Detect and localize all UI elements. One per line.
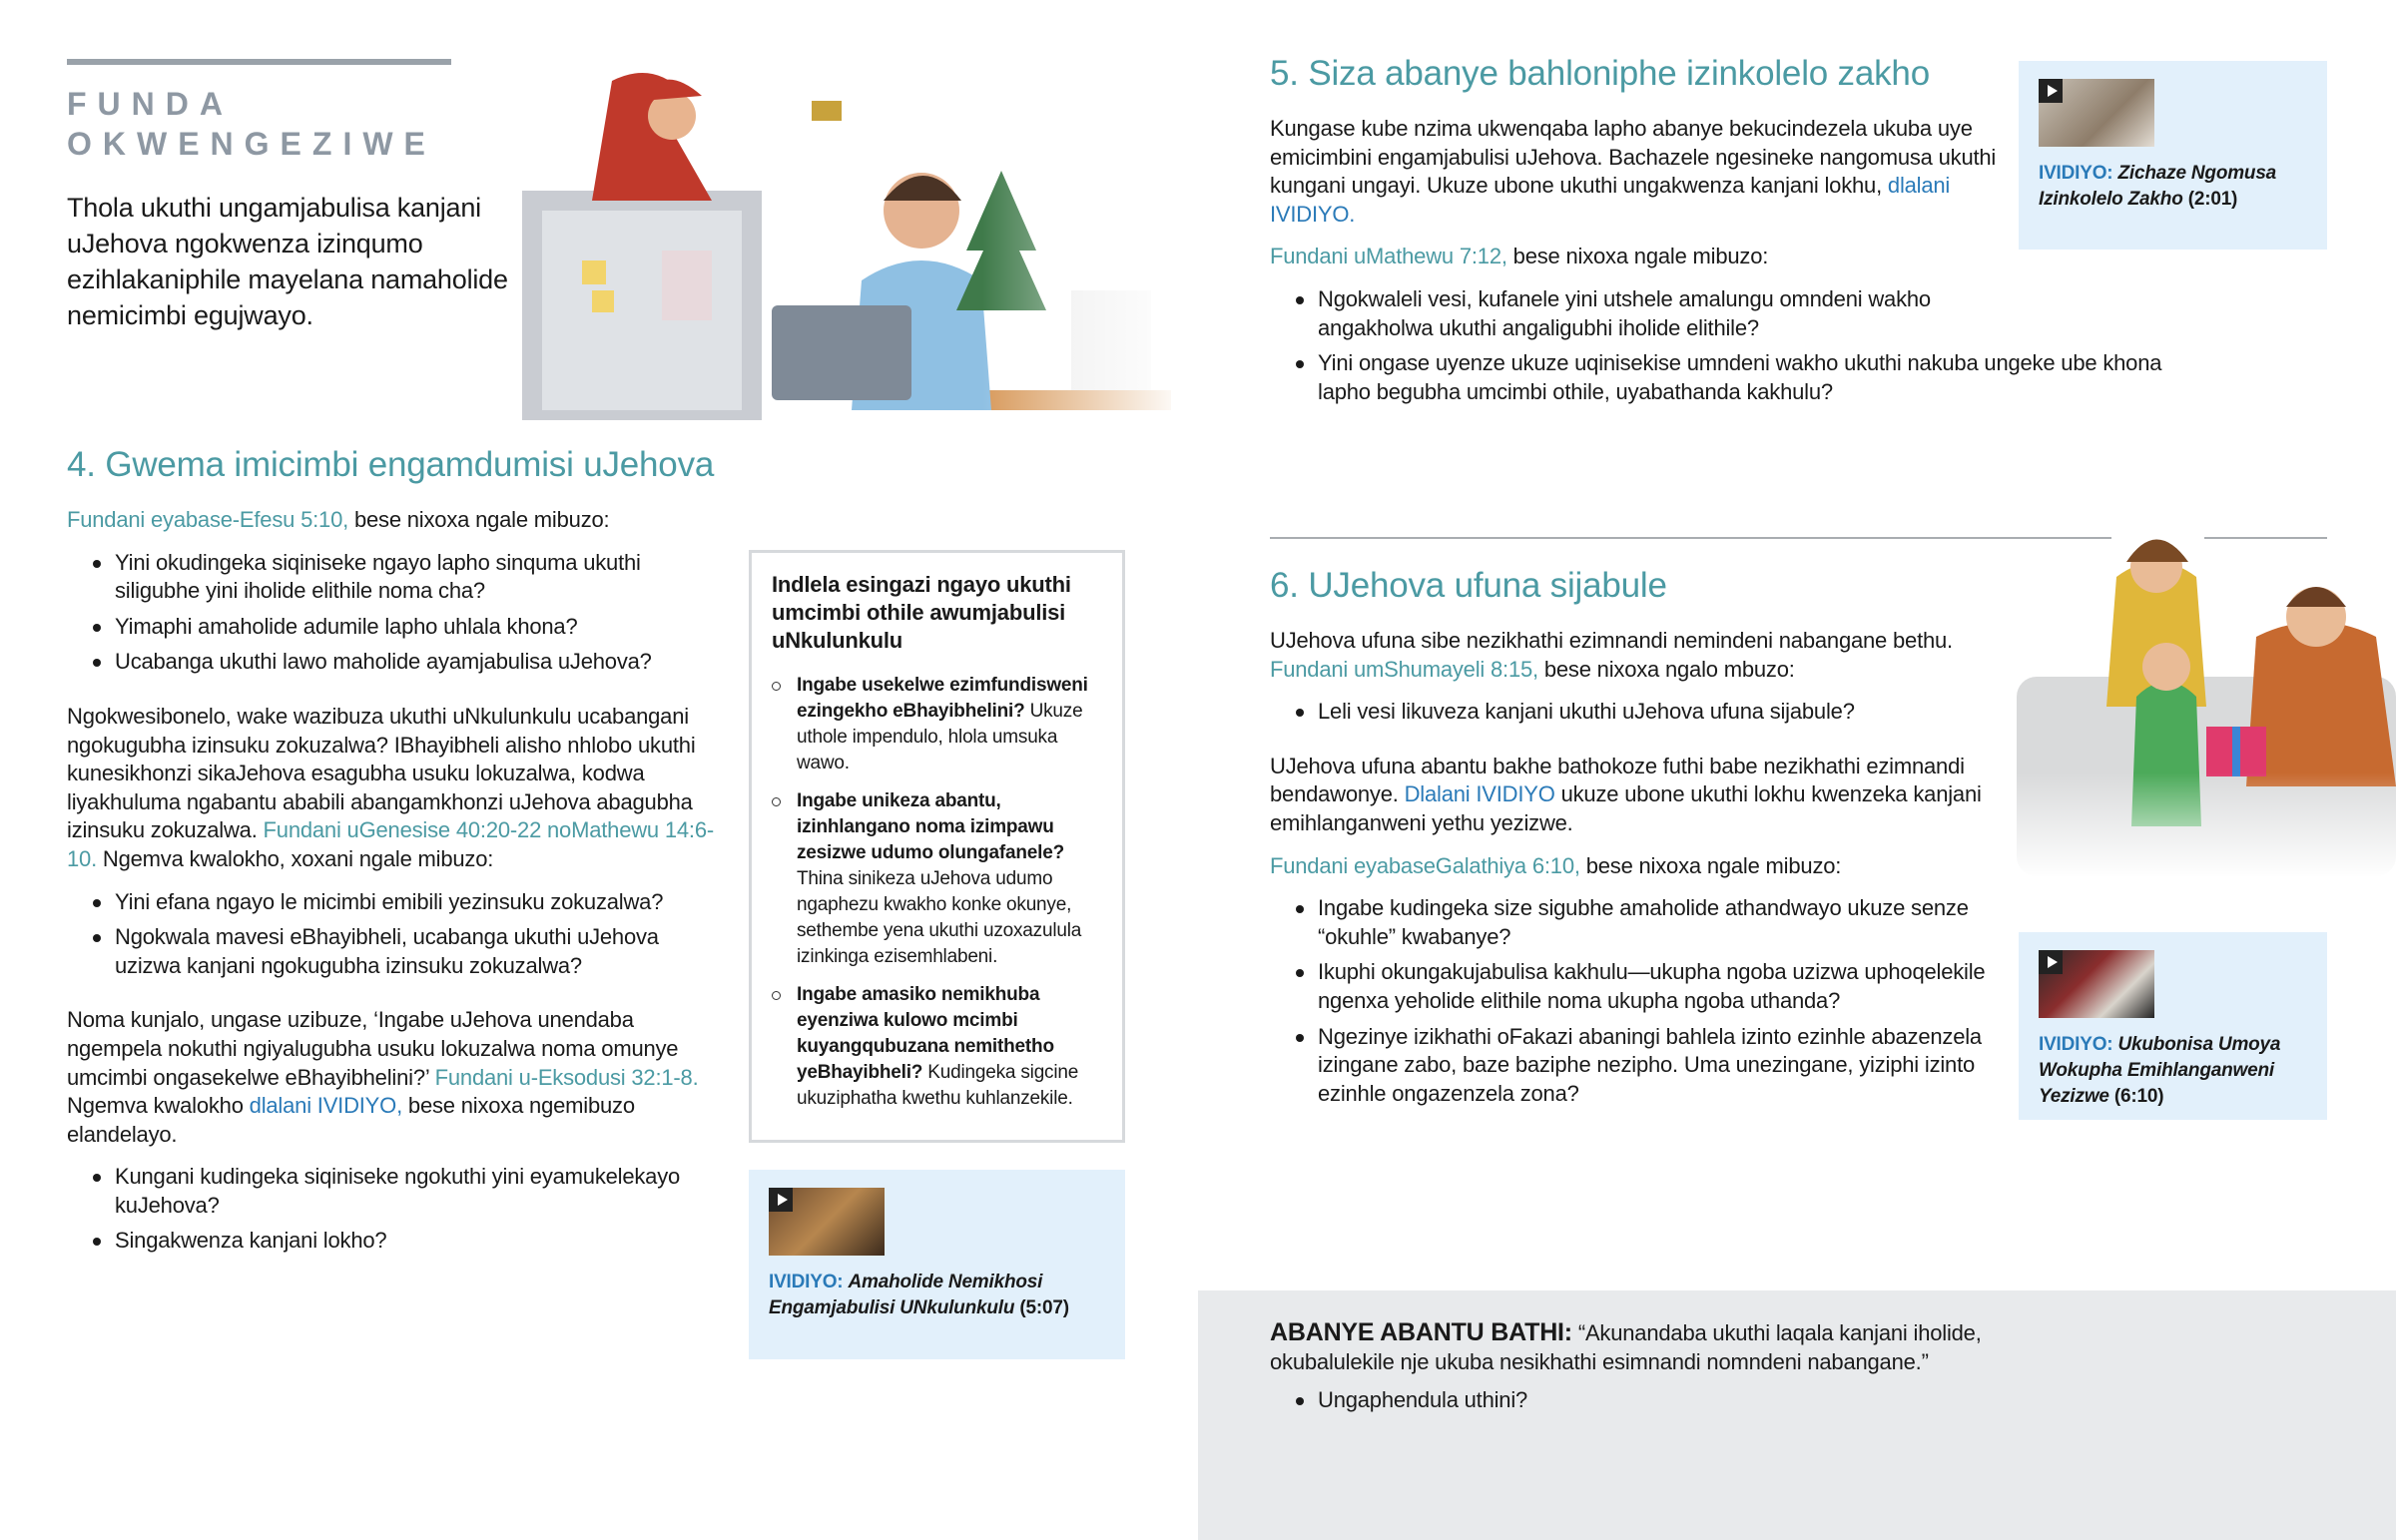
- quote-text: “Akunandaba ukuthi laqala kanjani iholide, okubalulekile nje ukuba nesikhathi esimnandi nomndeni nabangane.”: [1270, 1320, 1982, 1374]
- question-item: Yini efana ngayo le micimbi emibili yezinsuku zokuzalwa?: [67, 888, 716, 917]
- video-link[interactable]: dlalani IVIDIYO.: [1270, 173, 1951, 227]
- paragraph-text: UJehova ufuna sibe nezikhathi ezimnandi nemindeni nabangane bethu.: [1270, 628, 1953, 653]
- others-say-label: ABANYE ABANTU BATHI:: [1270, 1318, 1572, 1346]
- section-divider: [1270, 537, 2111, 539]
- header-rule: [67, 59, 451, 65]
- video-card[interactable]: [749, 1170, 1125, 1359]
- paragraph-text: bese nixoxa ngalo mbuzo:: [1537, 656, 1795, 682]
- video-thumbnail[interactable]: [2039, 79, 2154, 147]
- intro-text: Thola ukuthi ungamjabulisa kanjani uJehova ngokwenza izinqumo ezihlakaniphile mayelana namaholide nemicimbi egujwayo.: [67, 193, 508, 330]
- video-label: IVIDIYO:: [2039, 1034, 2113, 1055]
- question-item: Yini ongase uyenze ukuze uqinisekise umndeni wakho ukuthi nakuba ungeke ube khona lapho begubha umcimbi othile, uyabathanda kakhulu?: [1270, 349, 2168, 406]
- paragraph-text: Noma kunjalo, ungase uzibuze, ‘Ingabe uJehova unendaba ngempela nokuthi ngiyalugubha usuku lokuzalwa noma omunye umcimbi ongasekelwe eBhayibhelini?’: [67, 1007, 679, 1090]
- video-link[interactable]: dlalani IVIDIYO,: [249, 1093, 402, 1119]
- play-icon[interactable]: [2039, 79, 2063, 103]
- paragraph-text: Ngemva kwalokho: [67, 1093, 250, 1119]
- question-list: [67, 1163, 716, 1256]
- paragraph-text: Ngemva kwalokho, xoxani ngale mibuzo:: [96, 845, 494, 871]
- instruction-text: bese nixoxa ngale mibuzo:: [348, 507, 610, 532]
- video-title[interactable]: Amaholide Nemikhosi Engamjabulisi UNkulunkulu: [769, 1272, 1043, 1318]
- video-label: IVIDIYO:: [769, 1272, 844, 1292]
- video-duration: (6:10): [2113, 1086, 2164, 1107]
- question-item: Ngokwala mavesi eBhayibheli, ucabanga ukuthi uJehova uzizwa kanjani ngokugubha izinsuku zokuzalwa?: [67, 923, 716, 980]
- video-title[interactable]: Ukubonisa Umoya Wokupha Emihlanganweni Yezizwe: [2039, 1034, 2281, 1107]
- section-5-heading: 5. Siza abanye bahloniphe izinkolelo zakho: [1270, 54, 1930, 93]
- question-item: Ungaphendula uthini?: [1270, 1386, 2069, 1415]
- video-link[interactable]: Dlalani IVIDIYO: [1404, 781, 1555, 807]
- question-item: Kungani kudingeka siqiniseke ngokuthi yini eyamukelekayo kuJehova?: [67, 1163, 716, 1220]
- question-item: Ikuphi okungakujabulisa kakhulu—ukupha ngoba uzizwa uphoqelekile ngenxa yeholide elithile noma ukupha ngoba uthanda?: [1270, 958, 1989, 1015]
- read-instruction: [1270, 852, 1989, 881]
- others-say-panel: [1198, 1290, 2396, 1540]
- video-duration: (2:01): [2187, 189, 2238, 210]
- play-icon[interactable]: [769, 1188, 793, 1212]
- paragraph-text: Kungase kube nzima ukwenqaba lapho abanye bekucindezela ukuba uye emicimbini engamjabulisi uJehova. Bachazele ngesineke nangomusa ukuthi kungani ungayi. Ukuze ubone ukuthi ungakwenza kanjani lokhu,: [1270, 116, 1997, 199]
- question-item: Yini okudingeka siqiniseke ngayo lapho sinquma ukuthi siligubhe yini iholide elithile noma cha?: [67, 549, 716, 606]
- instruction-text: bese nixoxa ngale mibuzo:: [1506, 244, 1769, 269]
- sidebar-question: Ingabe unikeza abantu, izinhlangano noma izimpawu zesizwe udumo olungafanele?: [797, 790, 1065, 863]
- sidebar-box: [749, 550, 1125, 1143]
- sidebar-item: [772, 788, 1102, 970]
- family-gift-illustration: [2017, 527, 2396, 878]
- sidebar-item: [772, 673, 1102, 776]
- sidebar-answer: Thina sinikeza uJehova udumo ngaphezu kwakho konke okunye, sethembe yena ukuthi uzoxazulula izinkinga ezisemhlabeni.: [797, 868, 1082, 967]
- video-caption: [2039, 1032, 2307, 1110]
- paragraph-text: bese nixoxa ngemibuzo elandelayo.: [67, 1093, 635, 1147]
- question-item: Ngezinye izikhathi oFakazi abaningi bahlela izinto ezinhle abazenzela izingane zabo, baze baziphe nezipho. Uma unezingane, yiziphi izinto ezinhle ongazenzela zona?: [1270, 1023, 1989, 1109]
- video-duration: (5:07): [1019, 1297, 1069, 1318]
- sidebar-title: Indlela esingazi ngayo ukuthi umcimbi othile awumjabulisi uNkulunkulu: [772, 572, 1071, 653]
- others-say-content: [1270, 1318, 2069, 1441]
- video-title[interactable]: Zichaze Ngomusa Izinkolelo Zakho: [2039, 163, 2277, 210]
- others-say-quote: [1270, 1318, 2069, 1376]
- video-caption: [2039, 161, 2307, 213]
- read-instruction: [1270, 243, 2009, 271]
- scripture-link[interactable]: Fundani u-Eksodusi 32:1-8.: [434, 1064, 699, 1090]
- section-6-heading: 6. UJehova ufuna sijabule: [1270, 566, 1667, 605]
- paragraph: [1270, 753, 1989, 838]
- scripture-link[interactable]: Fundani uGenesise 40:20-22 noMathewu 14:6-10.: [67, 817, 715, 871]
- instruction-text: bese nixoxa ngale mibuzo:: [1579, 852, 1842, 878]
- video-card[interactable]: [2019, 61, 2327, 250]
- video-card[interactable]: [2019, 932, 2327, 1120]
- section-4: [67, 446, 716, 1282]
- section-6: [1270, 567, 1989, 1134]
- scripture-link[interactable]: Fundani uMathewu 7:12,: [1270, 244, 1507, 269]
- question-item: Yimaphi amaholide adumile lapho uhlala khona?: [67, 613, 716, 642]
- section-4-heading: 4. Gwema imicimbi engamdumisi uJehova: [67, 445, 715, 484]
- scripture-link[interactable]: Fundani eyabase-Efesu 5:10,: [67, 507, 349, 532]
- paragraph: [67, 703, 716, 874]
- video-thumbnail[interactable]: [769, 1188, 885, 1256]
- kicker-line-2: OKWENGEZIWE: [67, 126, 436, 162]
- paragraph: [1270, 115, 2009, 229]
- kicker-line-1: FUNDA: [67, 86, 234, 122]
- video-thumbnail[interactable]: [2039, 950, 2154, 1018]
- paragraph-text: Ngokwesibonelo, wake wazibuza ukuthi uNkulunkulu ucabangani ngokugubha izinsuku zokuzalwa? IBhayibheli alisho nhlobo ukuthi kunesikhonzi sikaJehova esagubha usuku lokuzalwa, kodwa liyakhuluma ngabantu ababili abangamkhonzi uJehova abagubha izinsuku zokuzalwa.: [67, 703, 696, 843]
- sidebar-question: Ingabe usekelwe ezimfundisweni ezingekho eBhayibhelini?: [797, 675, 1088, 722]
- question-item: Singakwenza kanjani lokho?: [67, 1227, 716, 1256]
- question-list: [67, 549, 716, 677]
- question-list: [67, 888, 716, 981]
- question-item: Ucabanga ukuthi lawo maholide ayamjabulisa uJehova?: [67, 648, 716, 677]
- question-list: [1270, 285, 2268, 406]
- question-item: Ngokwaleli vesi, kufanele yini utshele amalungu omndeni wakho angakholwa ukuthi angaligubhi iholide elithile?: [1270, 285, 1989, 342]
- sidebar-answer: Kudingeka sigcine ukuziphatha kwethu kuhlanzekile.: [797, 1062, 1079, 1109]
- kicker: [67, 84, 436, 164]
- office-gift-illustration: [512, 61, 1184, 436]
- play-icon[interactable]: [2039, 950, 2063, 974]
- sidebar-answer: Ukuze uthole impendulo, hlola umsuka wawo.: [797, 701, 1083, 773]
- paragraph: [1270, 627, 1989, 684]
- sidebar-question: Ingabe amasiko nemikhuba eyenziwa kulowo mcimbi kuyangqubuzana nemithetho yeBhayibheli?: [797, 984, 1054, 1083]
- question-list: [1270, 894, 1989, 1108]
- paragraph: [67, 1006, 716, 1149]
- scripture-link[interactable]: Fundani umShumayeli 8:15,: [1270, 656, 1538, 682]
- read-instruction: [67, 506, 716, 535]
- question-item: Leli vesi likuveza kanjani ukuthi uJehova ufuna sijabule?: [1270, 698, 1989, 727]
- sidebar-item: [772, 982, 1102, 1112]
- question-list: [1270, 1386, 2069, 1415]
- question-item: Ingabe kudingeka size sigubhe amaholide athandwayo ukuze senze “okuhle” kwabanye?: [1270, 894, 1989, 951]
- question-list: [1270, 698, 1989, 727]
- scripture-link[interactable]: Fundani eyabaseGalathiya 6:10,: [1270, 852, 1580, 878]
- paragraph-text: UJehova ufuna abantu bakhe bathokoze futhi babe nezikhathi ezimnandi bendawonye.: [1270, 753, 1965, 807]
- paragraph-text: ukuze ubone ukuthi lokhu kwenzeka kanjani emihlanganweni yethu yezizwe.: [1270, 781, 1982, 835]
- video-caption: [769, 1270, 1105, 1321]
- video-label: IVIDIYO:: [2039, 163, 2113, 184]
